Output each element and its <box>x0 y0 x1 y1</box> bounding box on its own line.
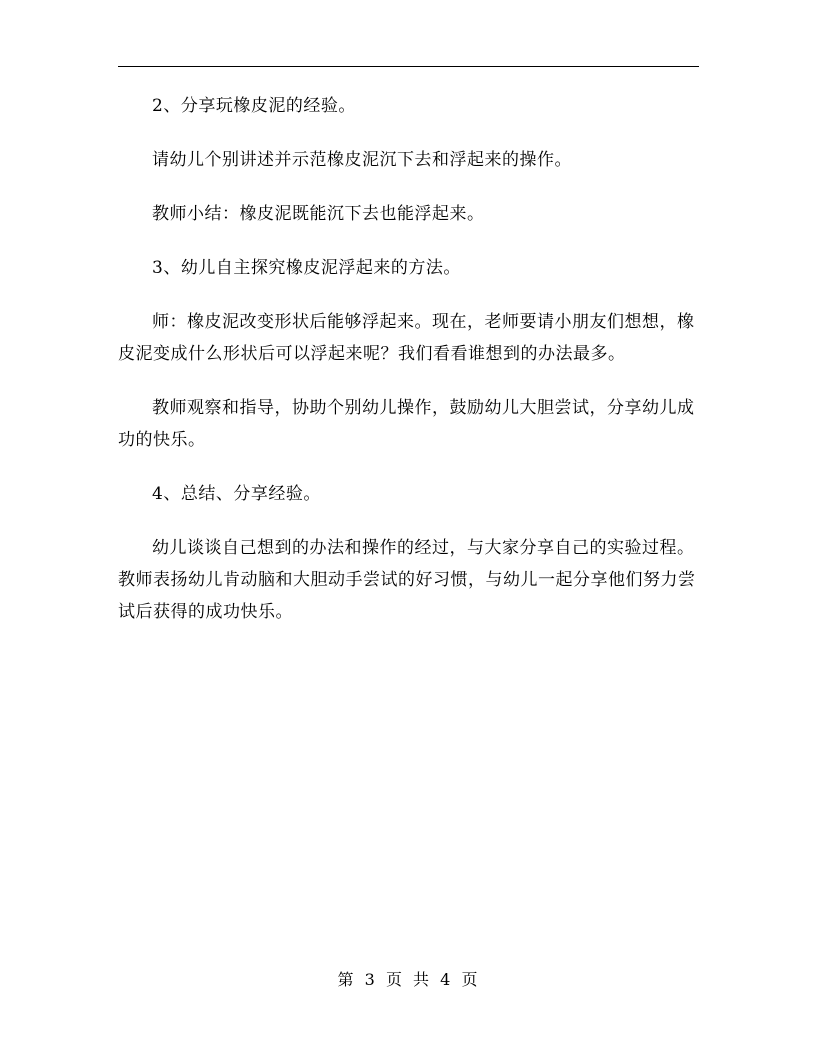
paragraph-conclusion: 幼儿谈谈自己想到的办法和操作的经过，与大家分享自己的实验过程。教师表扬幼儿肯动脑和大胆动手尝试的好习惯，与幼儿一起分享他们努力尝试后获得的成功快乐。 <box>118 538 696 622</box>
footer-page-word: 页 <box>385 970 403 989</box>
document-body <box>118 90 699 628</box>
section-heading-3: 3、幼儿自主探究橡皮泥浮起来的方法。 <box>152 258 461 278</box>
footer-total-word: 共 <box>413 970 431 989</box>
paragraph-teacher-summary: 教师小结：橡皮泥既能沉下去也能浮起来。 <box>152 204 485 224</box>
paragraph-teacher-guidance: 教师观察和指导，协助个别幼儿操作，鼓励幼儿大胆尝试，分享幼儿成功的快乐。 <box>118 398 695 450</box>
paragraph-sharing: 请幼儿个别讲述并示范橡皮泥沉下去和浮起来的操作。 <box>152 150 572 170</box>
section-heading-4: 4、总结、分享经验。 <box>152 484 321 504</box>
footer-total-pages: 4 <box>440 970 452 989</box>
footer-current-page: 3 <box>364 970 376 989</box>
header-rule <box>118 66 699 67</box>
footer-prefix: 第 <box>337 970 355 989</box>
section-heading-2: 2、分享玩橡皮泥的经验。 <box>152 96 356 116</box>
paragraph-teacher-question: 师：橡皮泥改变形状后能够浮起来。现在，老师要请小朋友们想想，橡皮泥变成什么形状后可以浮起来呢？我们看看谁想到的办法最多。 <box>118 312 695 364</box>
footer-suffix: 页 <box>461 970 479 989</box>
page-footer <box>0 968 816 992</box>
